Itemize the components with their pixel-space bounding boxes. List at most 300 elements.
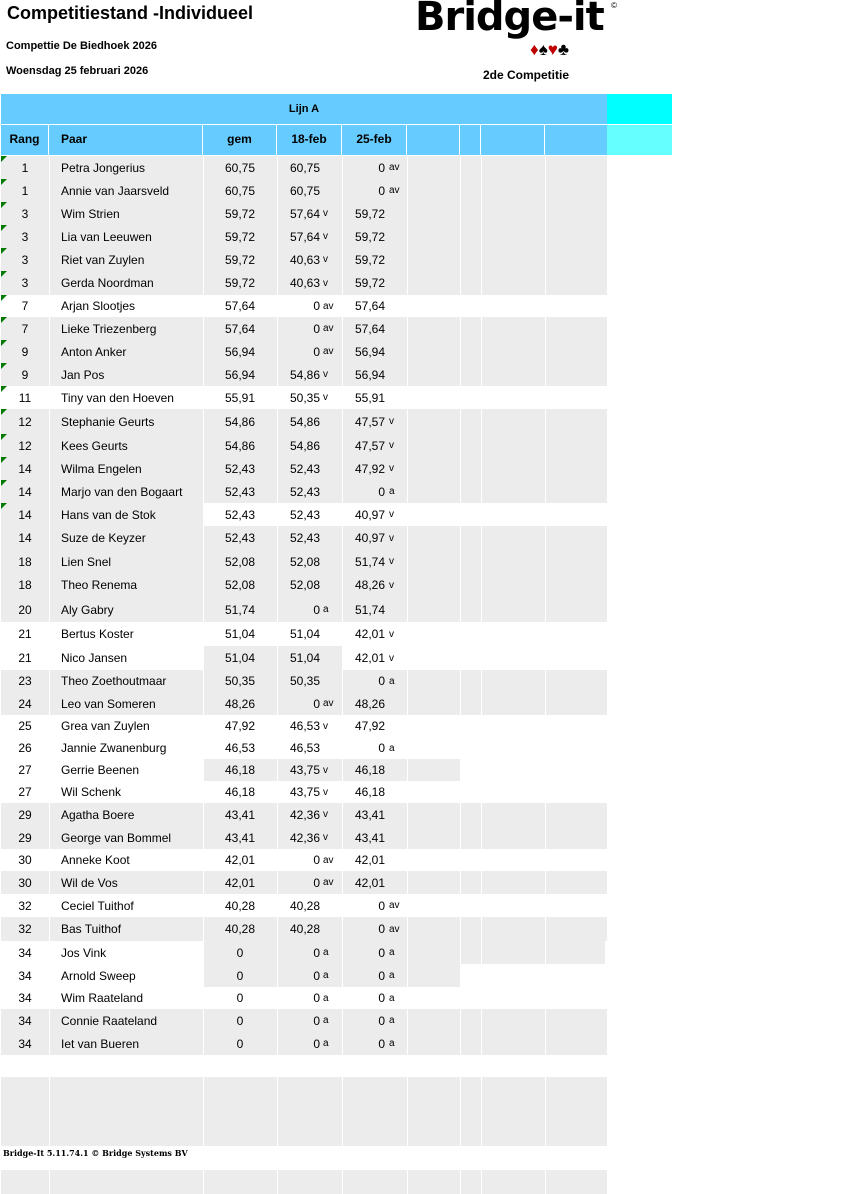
score-suffix: av xyxy=(389,923,400,935)
average-score-cell: 42,01 xyxy=(224,875,256,890)
score-25-feb-cell xyxy=(342,646,406,670)
score-25-feb-cell xyxy=(342,457,406,480)
rank-cell: 11 xyxy=(18,390,32,405)
score-18-feb-cell xyxy=(277,871,341,894)
section-header xyxy=(1,94,607,124)
player-name-cell: Grea van Zuylen xyxy=(61,719,150,733)
player-name-cell: Theo Renema xyxy=(61,578,138,592)
average-score-cell: 43,41 xyxy=(224,830,256,845)
score-25-feb-cell xyxy=(342,1009,406,1032)
score-18-feb-cell xyxy=(277,480,341,503)
score-18-feb-cell xyxy=(277,964,341,987)
rank-cell: 3 xyxy=(21,252,29,267)
score-value: 40,97 xyxy=(354,507,385,522)
column-header-rang[interactable]: Rang xyxy=(1,125,49,155)
rank-cell: 14 xyxy=(18,507,32,522)
table-row xyxy=(1,622,607,646)
score-18-feb-cell xyxy=(277,363,341,386)
score-18-feb-cell xyxy=(277,1009,341,1032)
score-25-feb-cell xyxy=(342,987,406,1009)
section-title: Lijn A xyxy=(288,103,320,115)
score-suffix: a xyxy=(323,947,329,958)
score-18-feb-cell xyxy=(277,202,341,225)
score-25-feb-cell xyxy=(342,849,406,871)
rank-cell: 9 xyxy=(21,344,29,359)
score-18-feb-cell xyxy=(277,550,341,573)
table-row xyxy=(1,271,607,295)
score-25-feb-cell xyxy=(342,434,406,457)
score-value: 42,01 xyxy=(354,853,385,867)
rank-cell: 29 xyxy=(18,807,32,822)
player-name-cell: Arnold Sweep xyxy=(61,968,136,983)
score-25-feb-cell xyxy=(342,692,406,715)
diamond-icon: ♦ xyxy=(530,40,539,59)
score-value: 52,43 xyxy=(289,531,320,545)
score-25-feb-cell xyxy=(342,759,406,781)
score-value: 0 xyxy=(378,898,385,913)
score-suffix: av xyxy=(323,877,334,888)
score-value: 46,53 xyxy=(289,741,320,755)
section-header-accent xyxy=(607,94,672,124)
player-name-cell: Bas Tuithof xyxy=(61,922,122,936)
score-18-feb-cell xyxy=(277,526,341,550)
score-18-feb-cell xyxy=(277,271,341,295)
score-18-feb-cell xyxy=(277,670,341,692)
score-25-feb-cell xyxy=(342,317,406,340)
competition-edition: 2de Competitie xyxy=(483,68,570,82)
score-value: 0 xyxy=(378,674,385,688)
player-name-cell: Jannie Zwanenburg xyxy=(61,741,167,755)
score-suffix: a xyxy=(389,947,395,958)
score-18-feb-cell xyxy=(277,781,341,803)
score-value: 0 xyxy=(378,160,385,175)
score-18-feb-cell xyxy=(277,826,341,849)
competition-date: Woensdag 25 februari 2026 xyxy=(6,65,149,77)
rank-cell: 18 xyxy=(18,578,32,592)
score-suffix: av xyxy=(323,300,334,312)
score-25-feb-cell xyxy=(342,225,406,248)
player-name-cell: Marjo van den Bogaart xyxy=(61,484,183,499)
rank-cell: 26 xyxy=(18,741,32,755)
score-suffix: a xyxy=(323,1015,329,1026)
average-score-cell: 0 xyxy=(236,1013,244,1028)
score-suffix: a xyxy=(389,486,395,497)
footer-credits: Bridge-It 5.11.74.1 © Bridge Systems BV xyxy=(3,1148,188,1158)
score-value: 0 xyxy=(378,991,385,1005)
rank-cell: 14 xyxy=(18,531,32,545)
score-suffix: v xyxy=(389,440,394,451)
score-suffix: v xyxy=(389,652,394,664)
score-18-feb-cell xyxy=(277,917,341,941)
average-score-cell: 47,92 xyxy=(224,719,256,733)
player-name-cell: Nico Jansen xyxy=(61,651,128,665)
score-25-feb-cell xyxy=(342,826,406,849)
score-value: 57,64 xyxy=(354,299,385,313)
table-row xyxy=(1,156,607,179)
score-25-feb-cell xyxy=(342,917,406,941)
score-25-feb-cell xyxy=(342,271,406,295)
score-value: 0 xyxy=(378,968,385,983)
rank-cell: 3 xyxy=(21,206,29,221)
score-18-feb-cell xyxy=(277,646,341,670)
score-value: 42,01 xyxy=(354,651,385,665)
player-name-cell: Arjan Slootjes xyxy=(61,299,136,313)
table-row xyxy=(1,871,607,894)
score-25-feb-cell xyxy=(342,156,406,179)
rank-cell: 34 xyxy=(18,1036,32,1051)
table-row xyxy=(1,803,607,826)
score-value: 40,97 xyxy=(354,531,385,545)
score-value: 0 xyxy=(313,696,320,711)
score-18-feb-cell xyxy=(277,179,341,202)
player-name-cell: Jan Pos xyxy=(61,367,105,382)
score-value: 46,18 xyxy=(354,785,385,799)
column-header-paar[interactable]: Paar xyxy=(49,125,203,155)
score-25-feb-cell xyxy=(342,248,406,271)
score-value: 0 xyxy=(313,853,320,867)
score-25-feb-cell xyxy=(342,409,406,434)
table-row xyxy=(1,317,607,340)
score-25-feb-cell xyxy=(342,363,406,386)
column-header-row xyxy=(1,125,607,155)
rank-cell: 18 xyxy=(18,554,32,569)
score-value: 0 xyxy=(313,344,320,359)
score-suffix: v xyxy=(323,832,328,843)
score-18-feb-cell xyxy=(277,597,341,622)
score-25-feb-cell xyxy=(342,964,406,987)
table-row xyxy=(1,964,607,987)
average-score-cell: 59,72 xyxy=(224,252,256,267)
score-value: 0 xyxy=(378,1036,385,1051)
table-row xyxy=(1,759,607,781)
score-value: 0 xyxy=(378,945,385,960)
score-value: 46,18 xyxy=(354,763,385,777)
score-value: 55,91 xyxy=(354,390,385,405)
score-value: 0 xyxy=(378,1013,385,1028)
average-score-cell: 40,28 xyxy=(224,922,256,936)
average-score-cell: 51,04 xyxy=(224,651,256,665)
score-18-feb-cell xyxy=(277,503,341,526)
player-name-cell: Aly Gabry xyxy=(61,602,114,617)
column-header-gem[interactable]: gem xyxy=(203,125,277,155)
score-25-feb-cell xyxy=(342,526,406,550)
score-value: 56,94 xyxy=(354,344,385,359)
score-suffix: v xyxy=(323,809,328,820)
score-value: 54,86 xyxy=(289,414,320,429)
score-suffix: v xyxy=(323,392,328,403)
table-row xyxy=(1,363,607,386)
score-value: 0 xyxy=(378,484,385,499)
rank-cell: 9 xyxy=(21,367,29,382)
score-value: 42,01 xyxy=(354,627,385,641)
score-25-feb-cell xyxy=(342,179,406,202)
rank-cell: 21 xyxy=(18,651,32,665)
player-name-cell: Jos Vink xyxy=(61,945,107,960)
score-suffix: a xyxy=(389,675,395,687)
score-value: 0 xyxy=(313,1013,320,1028)
score-18-feb-cell xyxy=(277,622,341,646)
score-18-feb-cell xyxy=(277,573,341,597)
score-25-feb-cell xyxy=(342,1032,406,1055)
score-value: 56,94 xyxy=(354,367,385,382)
average-score-cell: 46,18 xyxy=(224,785,256,799)
score-18-feb-cell xyxy=(277,849,341,871)
score-value: 43,41 xyxy=(354,830,385,845)
table-row xyxy=(1,894,607,917)
score-suffix: av xyxy=(323,323,334,334)
average-score-cell: 54,86 xyxy=(224,414,256,429)
player-name-cell: Wilma Engelen xyxy=(61,461,142,476)
score-value: 40,63 xyxy=(289,252,320,267)
score-18-feb-cell xyxy=(277,759,341,781)
rank-cell: 7 xyxy=(21,321,29,336)
score-suffix: av xyxy=(323,346,334,357)
average-score-cell: 57,64 xyxy=(224,299,256,313)
table-row xyxy=(1,248,607,271)
club-icon: ♣ xyxy=(557,40,569,59)
score-value: 50,35 xyxy=(289,674,320,688)
table-row xyxy=(1,573,607,597)
table-row xyxy=(1,386,607,409)
score-value: 57,64 xyxy=(289,206,320,221)
score-suffix: v xyxy=(389,628,394,640)
average-score-cell: 0 xyxy=(236,1036,244,1051)
score-value: 0 xyxy=(378,183,385,198)
score-18-feb-cell xyxy=(277,225,341,248)
score-value: 47,92 xyxy=(354,461,385,476)
score-25-feb-cell xyxy=(342,550,406,573)
score-value: 0 xyxy=(313,875,320,890)
table-row xyxy=(1,849,607,871)
score-value: 59,72 xyxy=(354,229,385,244)
score-suffix: a xyxy=(323,992,329,1004)
column-header-25-feb[interactable]: 25-feb xyxy=(342,125,407,155)
rank-cell: 7 xyxy=(21,299,29,313)
player-name-cell: Wim Strien xyxy=(61,206,120,221)
score-25-feb-cell xyxy=(342,480,406,503)
score-suffix: v xyxy=(389,556,394,567)
score-suffix: v xyxy=(323,231,328,242)
score-value: 0 xyxy=(313,602,320,617)
score-value: 51,04 xyxy=(289,627,320,641)
table-row xyxy=(1,1032,607,1055)
score-value: 43,75 xyxy=(289,785,320,799)
score-25-feb-cell xyxy=(342,386,406,409)
score-18-feb-cell xyxy=(277,340,341,363)
average-score-cell: 50,35 xyxy=(224,674,256,688)
score-25-feb-cell xyxy=(342,202,406,225)
score-value: 42,36 xyxy=(289,830,320,845)
average-score-cell: 59,72 xyxy=(224,229,256,244)
score-value: 0 xyxy=(313,968,320,983)
score-value: 40,28 xyxy=(289,898,320,913)
empty-table-area xyxy=(1,1077,607,1146)
score-18-feb-cell xyxy=(277,156,341,179)
score-value: 51,04 xyxy=(289,651,320,665)
score-suffix: v xyxy=(323,764,328,776)
average-score-cell: 60,75 xyxy=(224,160,256,175)
table-row xyxy=(1,781,607,803)
average-score-cell: 59,72 xyxy=(224,276,256,290)
average-score-cell: 0 xyxy=(236,991,244,1005)
player-name-cell: Anneke Koot xyxy=(61,853,130,867)
average-score-cell: 52,43 xyxy=(224,484,256,499)
rank-cell: 30 xyxy=(18,853,32,867)
score-suffix: v xyxy=(323,254,328,265)
rank-cell: 25 xyxy=(18,719,32,733)
average-score-cell: 51,74 xyxy=(224,602,256,617)
score-value: 40,28 xyxy=(289,922,320,936)
table-row xyxy=(1,1009,607,1032)
score-25-feb-cell xyxy=(342,715,406,737)
average-score-cell: 0 xyxy=(236,945,244,960)
average-score-cell: 52,08 xyxy=(224,578,256,592)
player-name-cell: Iet van Bueren xyxy=(61,1036,140,1051)
score-18-feb-cell xyxy=(277,987,341,1009)
player-name-cell: Agatha Boere xyxy=(61,807,135,822)
score-suffix: v xyxy=(389,579,394,591)
score-value: 43,41 xyxy=(354,807,385,822)
average-score-cell: 43,41 xyxy=(224,807,256,822)
score-value: 43,75 xyxy=(289,763,320,777)
player-name-cell: George van Bommel xyxy=(61,830,172,845)
score-value: 48,26 xyxy=(354,578,385,592)
score-25-feb-cell xyxy=(342,670,406,692)
average-score-cell: 57,64 xyxy=(224,321,256,336)
score-suffix: av xyxy=(323,854,334,866)
table-row xyxy=(1,526,607,550)
score-18-feb-cell xyxy=(277,941,341,964)
average-score-cell: 51,04 xyxy=(224,627,256,641)
table-row xyxy=(1,715,607,737)
rank-cell: 3 xyxy=(21,229,29,244)
average-score-cell: 52,43 xyxy=(224,507,256,522)
table-row xyxy=(1,917,607,941)
score-value: 51,74 xyxy=(354,602,385,617)
column-header-18-feb[interactable]: 18-feb xyxy=(277,125,342,155)
score-value: 52,08 xyxy=(289,554,320,569)
score-suffix: av xyxy=(389,900,400,911)
score-suffix: a xyxy=(389,1015,395,1026)
score-suffix: av xyxy=(389,185,400,196)
rank-cell: 27 xyxy=(18,763,32,777)
column-header-empty xyxy=(481,125,545,155)
score-value: 59,72 xyxy=(354,252,385,267)
score-18-feb-cell xyxy=(277,434,341,457)
bridge-it-logo xyxy=(413,0,619,66)
rank-cell: 32 xyxy=(18,922,32,936)
score-suffix: a xyxy=(389,970,395,981)
average-score-cell: 46,18 xyxy=(224,763,256,777)
rank-cell: 27 xyxy=(18,785,32,799)
score-value: 60,75 xyxy=(289,160,320,175)
table-row xyxy=(1,597,607,622)
column-header-accent xyxy=(607,125,672,155)
player-name-cell: Riet van Zuylen xyxy=(61,252,145,267)
score-value: 0 xyxy=(313,991,320,1005)
score-value: 0 xyxy=(378,922,385,936)
score-25-feb-cell xyxy=(342,573,406,597)
score-18-feb-cell xyxy=(277,894,341,917)
average-score-cell: 54,86 xyxy=(224,438,256,453)
score-25-feb-cell xyxy=(342,737,406,759)
average-score-cell: 56,94 xyxy=(224,344,256,359)
rank-cell: 30 xyxy=(18,875,32,890)
score-value: 0 xyxy=(378,741,385,755)
score-18-feb-cell xyxy=(277,1032,341,1055)
player-name-cell: Lien Snel xyxy=(61,554,112,569)
score-18-feb-cell xyxy=(277,715,341,737)
table-row xyxy=(1,670,607,692)
score-value: 52,43 xyxy=(289,484,320,499)
player-name-cell: Tiny van den Hoeven xyxy=(61,390,174,405)
table-row xyxy=(1,692,607,715)
score-suffix: a xyxy=(323,1038,329,1049)
page-title: Competitiestand -Individueel xyxy=(7,3,254,23)
score-25-feb-cell xyxy=(342,941,406,964)
table-row xyxy=(1,225,607,248)
score-value: 52,43 xyxy=(289,507,320,522)
score-suffix: v xyxy=(323,369,328,380)
score-value: 54,86 xyxy=(289,367,320,382)
table-row xyxy=(1,340,607,363)
rank-cell: 20 xyxy=(18,602,32,617)
player-name-cell: Kees Geurts xyxy=(61,438,128,453)
logo-text: Bridge-it xyxy=(415,0,604,40)
table-row xyxy=(1,503,607,526)
table-row xyxy=(1,457,607,480)
rank-cell: 12 xyxy=(18,438,32,453)
score-value: 47,57 xyxy=(354,414,385,429)
score-18-feb-cell xyxy=(277,692,341,715)
score-value: 0 xyxy=(313,1036,320,1051)
player-name-cell: Anton Anker xyxy=(61,344,127,359)
competition-name: Compettie De Biedhoek 2026 xyxy=(6,40,157,52)
player-name-cell: Hans van de Stok xyxy=(61,507,156,522)
score-25-feb-cell xyxy=(342,894,406,917)
player-name-cell: Wim Raateland xyxy=(61,991,144,1005)
table-row xyxy=(1,646,607,670)
score-suffix: v xyxy=(389,416,394,427)
table-row xyxy=(1,434,607,457)
score-suffix: v xyxy=(323,208,328,219)
score-value: 42,36 xyxy=(289,807,320,822)
player-name-cell: Wil de Vos xyxy=(61,875,118,890)
player-name-cell: Bertus Koster xyxy=(61,627,134,641)
score-value: 46,53 xyxy=(289,719,320,733)
score-18-feb-cell xyxy=(277,317,341,340)
score-value: 52,08 xyxy=(289,578,320,592)
card-suits-icon xyxy=(530,40,569,60)
column-header-empty xyxy=(460,125,481,155)
logo-copyright-mark: © xyxy=(611,1,617,10)
column-header-empty xyxy=(545,125,607,155)
average-score-cell: 52,08 xyxy=(224,554,256,569)
score-value: 0 xyxy=(313,299,320,313)
score-value: 40,63 xyxy=(289,276,320,290)
rank-cell: 1 xyxy=(21,183,29,198)
score-value: 50,35 xyxy=(289,390,320,405)
rank-cell: 14 xyxy=(18,484,32,499)
score-suffix: v xyxy=(323,277,328,289)
player-name-cell: Annie van Jaarsveld xyxy=(61,183,170,198)
score-suffix: v xyxy=(323,720,328,732)
player-name-cell: Ceciel Tuithof xyxy=(61,898,134,913)
score-25-feb-cell xyxy=(342,622,406,646)
rank-cell: 21 xyxy=(18,627,32,641)
rank-cell: 34 xyxy=(18,968,32,983)
score-suffix: v xyxy=(389,532,394,544)
